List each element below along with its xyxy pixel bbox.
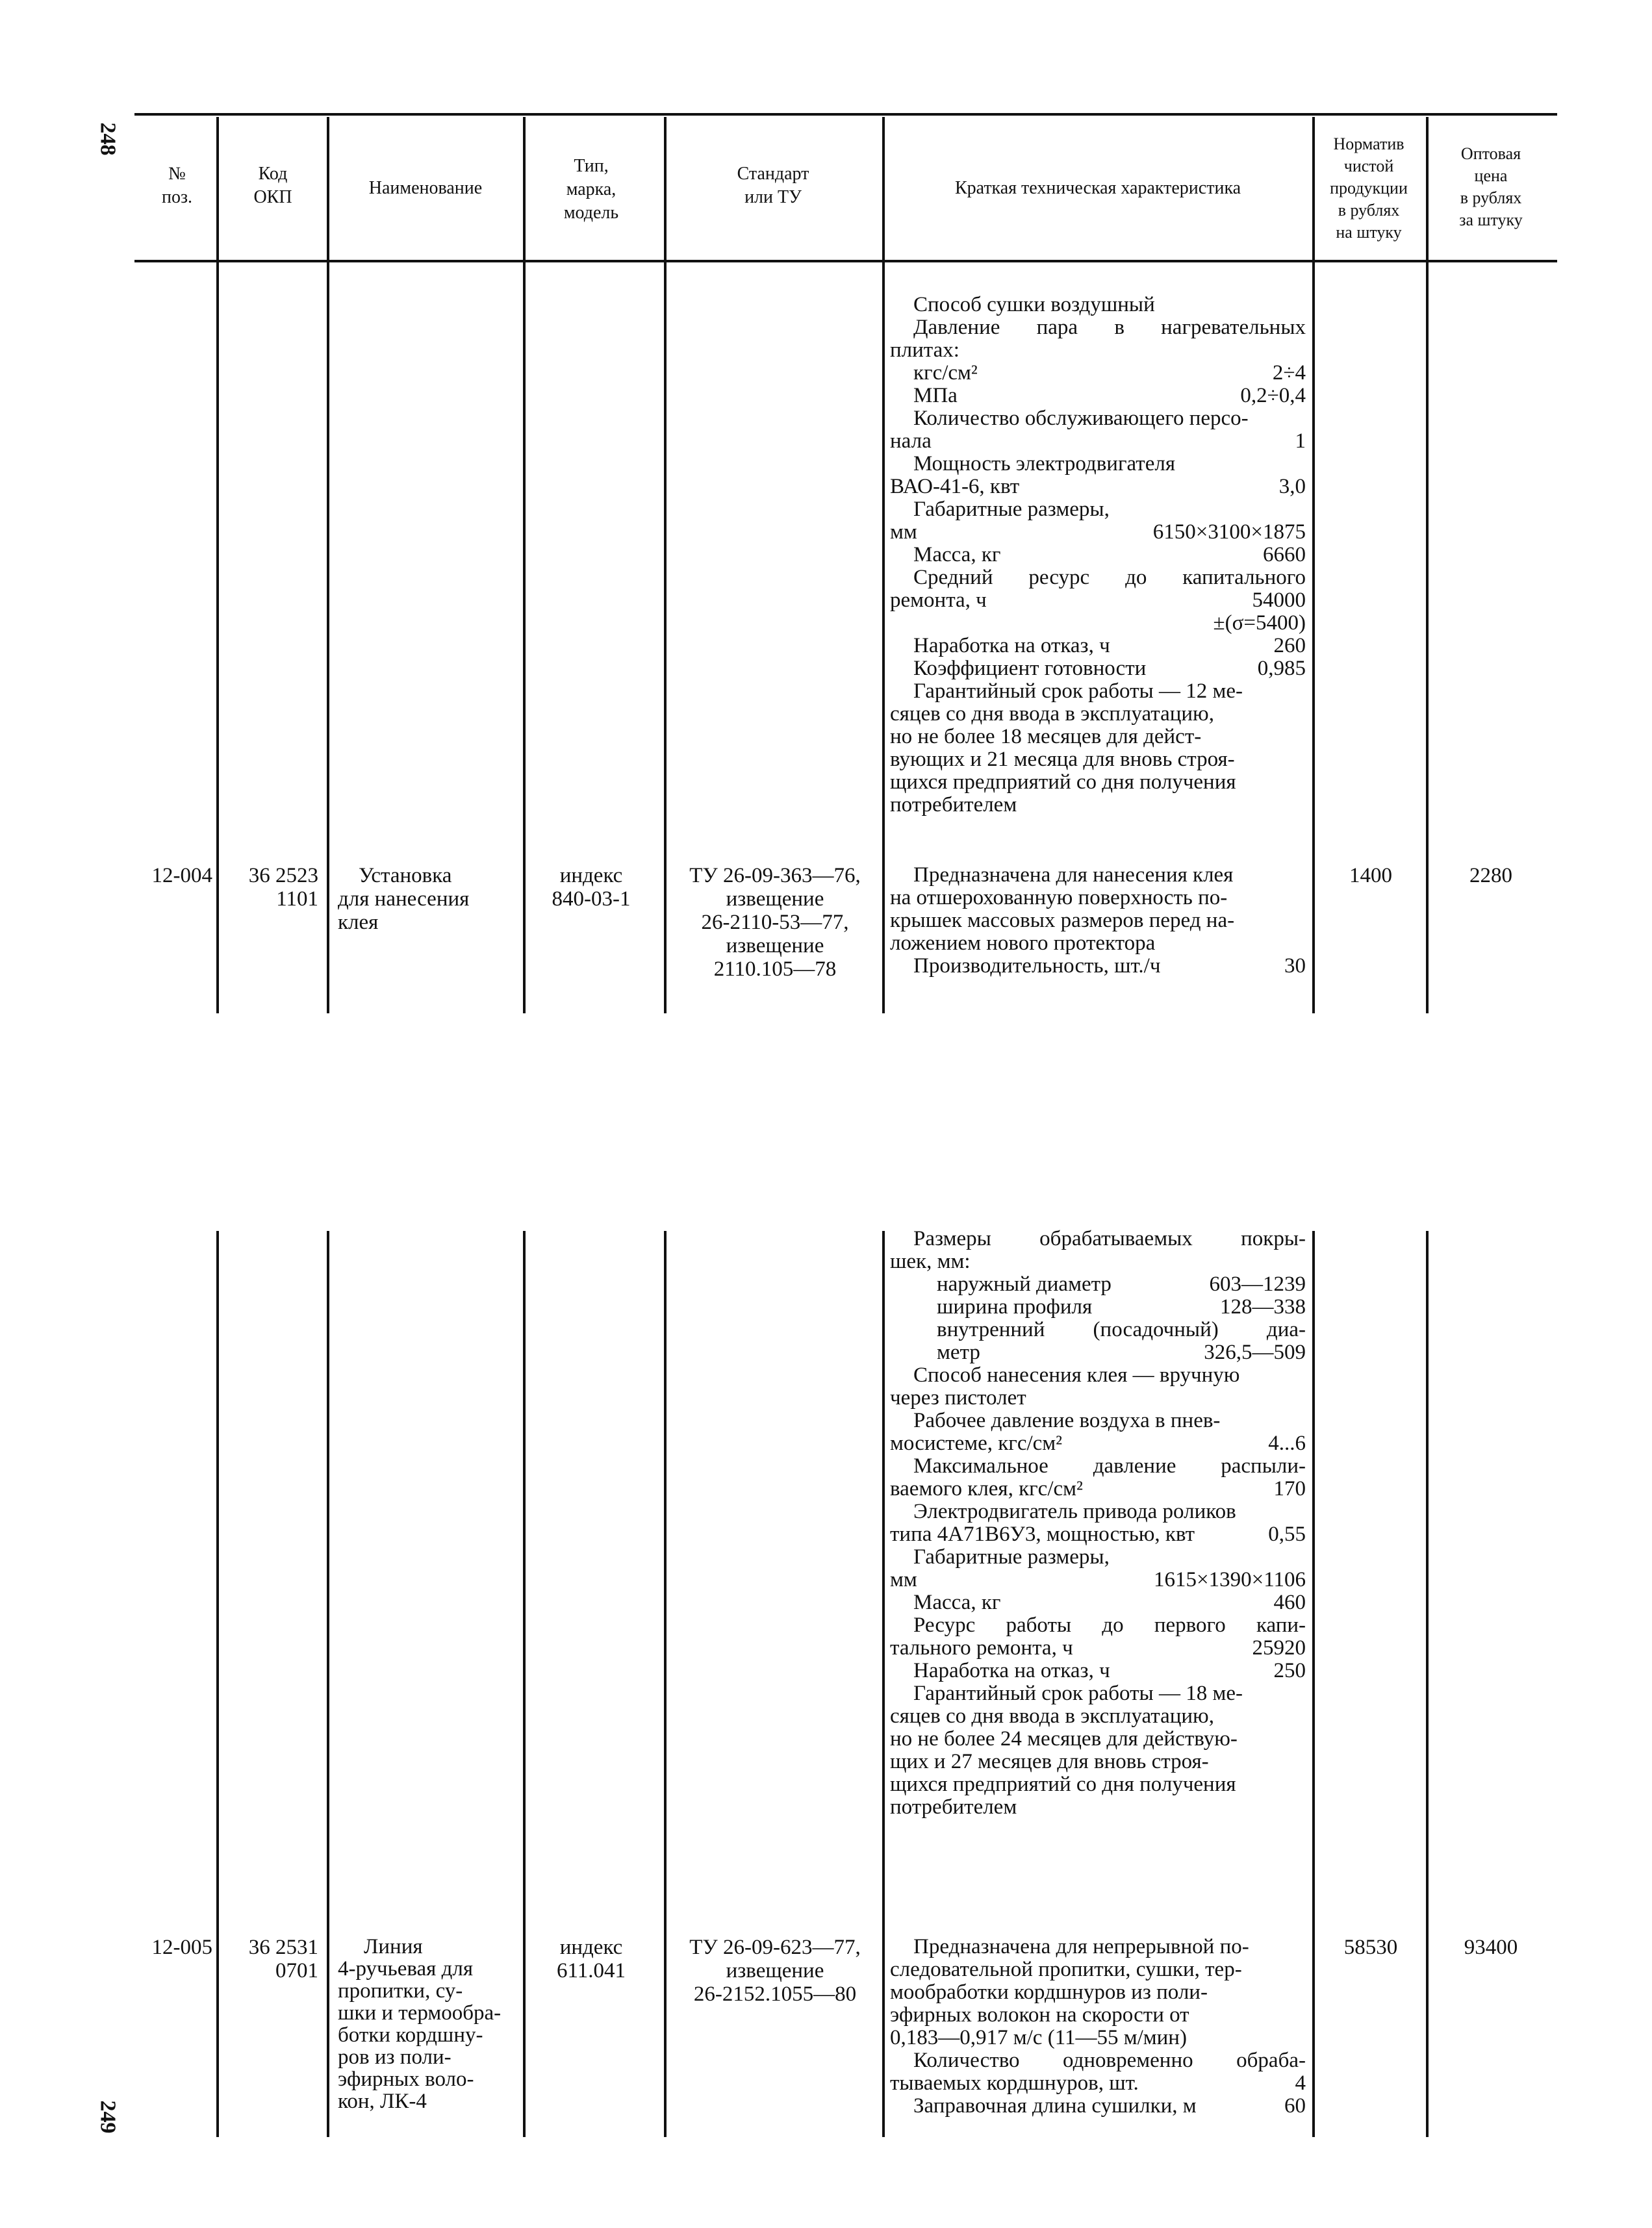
lower-column-divider-3: [664, 1231, 667, 2137]
row-12-005-name: Линия 4-ручьевая для пропитки, су- шки и термообра- ботки кордшну- ров из поли- эфирных воло- кон, ЛК-4: [338, 1935, 502, 2113]
header-bottom-rule: [134, 260, 1557, 262]
page-number-bottom: 249: [95, 2100, 120, 2134]
spec-line: Давление пара в нагревательных: [913, 316, 1306, 339]
page-number-top: 248: [95, 122, 120, 156]
spec-line: сяцев со дня ввода в эксплуатацию,: [890, 1704, 1214, 1728]
spec-line: ваемого клея, кгс/см² 170: [890, 1477, 1306, 1500]
header-norm: Норматив чистой продукции в рублях на штуку: [1330, 134, 1408, 242]
row-12-005-description: [890, 1936, 1306, 2118]
spec-line: щихся предприятий со дня получения: [890, 770, 1236, 794]
spec-line: вующих и 21 месяца для вновь строя-: [890, 748, 1235, 771]
spec-line: Ресурс работы до первого капи-: [913, 1614, 1306, 1637]
header-pos: № поз.: [161, 164, 193, 207]
spec-line: Производительность, шт./ч 30: [913, 954, 1306, 978]
header-type: Тип, марка, модель: [563, 156, 619, 223]
spec-line: кгс/см² 2÷4: [913, 361, 1306, 385]
lower-column-divider-6: [1426, 1231, 1429, 2137]
upper-column-divider-3: [664, 117, 667, 1013]
spec-line: Заправочная длина сушилки, м 60: [913, 2094, 1306, 2118]
spec-line: ±(σ=5400): [1213, 611, 1306, 635]
lower-column-divider-2: [523, 1231, 526, 2137]
row-12-004-okp: 36 2523 1101: [248, 864, 318, 911]
header-price: Оптовая цена в рублях за штуку: [1459, 144, 1523, 229]
row-12-005-type: индекс 611.041: [556, 1936, 626, 1982]
row-12-004-price: 2280: [1469, 864, 1512, 887]
spec-line: Коэффициент готовности 0,985: [913, 657, 1306, 680]
spec-line: Наработка на отказ, ч 250: [913, 1659, 1306, 1682]
spec-line: тального ремонта, ч 25920: [890, 1636, 1306, 1660]
spec-line: на отшерохованную поверхность по-: [890, 886, 1228, 909]
spec-line: эфирных волокон на скорости от: [890, 2003, 1189, 2027]
row-12-005-norm: 58530: [1343, 1936, 1398, 1959]
spec-line: внутренний (посадочный) диа-: [937, 1318, 1306, 1341]
spec-line: наружный диаметр 603—1239: [937, 1272, 1306, 1296]
spec-line: крышек массовых размеров перед на-: [890, 909, 1235, 932]
spec-line: Способ сушки воздушный: [913, 293, 1155, 316]
header-spec: Краткая техническая характеристика: [954, 178, 1241, 198]
spec-line: но не более 24 месяцев для действую-: [890, 1727, 1238, 1751]
spec-line: Размеры обрабатываемых покры-: [913, 1227, 1306, 1250]
spec-line: сяцев со дня ввода в эксплуатацию,: [890, 702, 1214, 726]
spec-line: мм 6150×3100×1875: [890, 520, 1306, 544]
spec-line: мообработки кордшнуров из поли-: [890, 1981, 1208, 2004]
row-12-005-standard: ТУ 26-09-623—77, извещение 26-2152.1055—80: [689, 1936, 861, 2006]
spec-line: МПа 0,2÷0,4: [913, 384, 1306, 407]
spec-line: щихся предприятий со дня получения: [890, 1773, 1236, 1796]
spec-line: Электродвигатель привода роликов: [913, 1500, 1236, 1523]
spec-line: метр 326,5—509: [937, 1341, 1306, 1364]
lower-column-divider-0: [216, 1231, 219, 2137]
row-12-004-type: индекс 840-03-1: [552, 864, 631, 911]
spec-line: Гарантийный срок работы — 12 ме-: [913, 679, 1243, 703]
spec-line: нала 1: [890, 429, 1306, 453]
spec-line: 0,183—0,917 м/с (11—55 м/мин): [890, 2026, 1187, 2049]
row-12-005-pos: 12-005: [151, 1936, 212, 1959]
spec-line: Гарантийный срок работы — 18 ме-: [913, 1682, 1243, 1705]
spec-line: ВАО-41-6, квт 3,0: [890, 475, 1306, 498]
upper-column-divider-4: [882, 117, 885, 1013]
lower-column-divider-1: [327, 1231, 329, 2137]
row-12-004-name: Установка для нанесения клея: [338, 864, 470, 934]
row-12-005-price: 93400: [1464, 1936, 1518, 1959]
spec-line: Предназначена для нанесения клея: [913, 863, 1234, 887]
upper-column-divider-0: [216, 117, 219, 1013]
spec-line: Масса, кг 460: [913, 1591, 1306, 1614]
header-okp: Код ОКП: [253, 164, 292, 207]
spec-line: шек, мм:: [890, 1250, 971, 1273]
spec-line: Наработка на отказ, ч 260: [913, 634, 1306, 657]
spec-line: потребителем: [890, 1795, 1017, 1819]
row-12-004-standard: ТУ 26-09-363—76, извещение 26-2110-53—77, извещение 2110.105—78: [689, 864, 861, 981]
upper-column-divider-1: [327, 117, 329, 1013]
block1-description: [890, 294, 1306, 817]
spec-line: Габаритные размеры,: [913, 1545, 1110, 1569]
spec-line: ремонта, ч 54000: [890, 589, 1306, 612]
upper-column-divider-2: [523, 117, 526, 1013]
header-top-rule: [134, 113, 1557, 116]
spec-line: мосистеме, кгс/см² 4...6: [890, 1432, 1306, 1455]
row-12-004-description: [890, 864, 1306, 978]
row-12-004-norm: 1400: [1349, 864, 1392, 887]
spec-line: Рабочее давление воздуха в пнев-: [913, 1409, 1221, 1432]
spec-line: тываемых кордшнуров, шт. 4: [890, 2071, 1306, 2095]
header-standard: Стандарт или ТУ: [737, 164, 809, 207]
spec-line: Предназначена для непрерывной по-: [913, 1935, 1249, 1958]
row-12-005-okp: 36 2531 0701: [248, 1936, 318, 1982]
block2-description: [890, 1228, 1306, 1819]
spec-line: ширина профиля 128—338: [937, 1295, 1306, 1319]
spec-line: типа 4А71В6У3, мощностью, квт 0,55: [890, 1523, 1306, 1546]
spec-line: Мощность электродвигателя: [913, 452, 1176, 475]
spec-line: следовательной пропитки, сушки, тер-: [890, 1958, 1242, 1981]
lower-column-divider-5: [1312, 1231, 1315, 2137]
spec-line: Количество одновременно обраба-: [913, 2049, 1306, 2072]
row-12-004-pos: 12-004: [151, 864, 212, 887]
spec-line: Габаритные размеры,: [913, 498, 1110, 521]
lower-column-divider-4: [882, 1231, 885, 2137]
spec-line: но не более 18 месяцев для дейст-: [890, 725, 1202, 748]
spec-line: плитах:: [890, 338, 959, 362]
spec-line: через пистолет: [890, 1386, 1026, 1410]
spec-line: потребителем: [890, 793, 1017, 817]
upper-column-divider-5: [1312, 117, 1315, 1013]
spec-line: Средний ресурс до капитального: [913, 566, 1306, 589]
spec-line: Количество обслуживающего персо-: [913, 407, 1249, 430]
header-name: Наименование: [368, 178, 483, 198]
spec-line: щих и 27 месяцев для вновь строя-: [890, 1750, 1209, 1773]
spec-line: Способ нанесения клея — вручную: [913, 1363, 1240, 1387]
spec-line: ложением нового протектора: [890, 931, 1156, 955]
spec-line: Масса, кг 6660: [913, 543, 1306, 566]
spec-line: мм 1615×1390×1106: [890, 1568, 1306, 1591]
upper-column-divider-6: [1426, 117, 1429, 1013]
spec-line: Максимальное давление распыли-: [913, 1454, 1306, 1478]
